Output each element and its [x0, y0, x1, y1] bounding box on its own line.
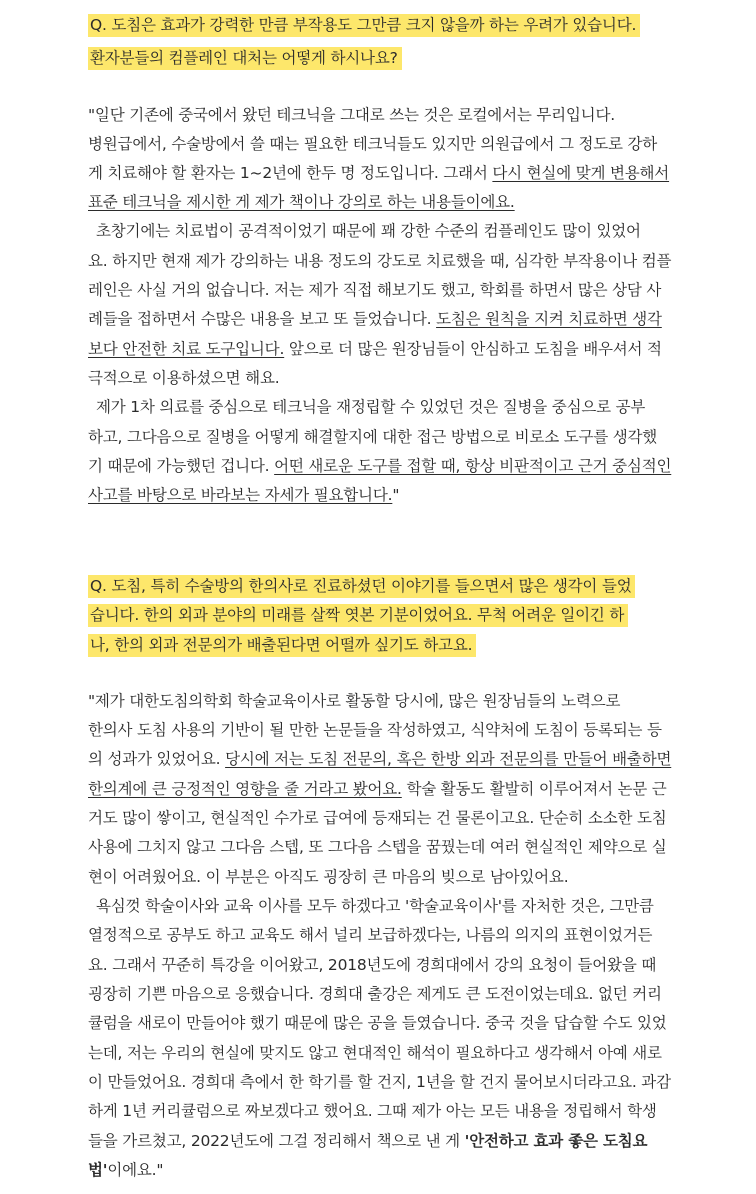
answer-2-line: 욕심껏 학술이사와 교육 이사를 모두 하겠다고 '학술교육이사'를 자처한 것은, 그만큼	[96, 897, 654, 915]
answer-2-line: 들을 가르쳤고, 2022년도에 그걸 정리해서 책으로 낸 게 '안전하고 효과 좋은 도침요	[88, 1132, 648, 1150]
question-2-line: 나, 한의 외과 전문의가 배출된다면 어떨까 싶기도 하고요.	[88, 634, 476, 656]
answer-2-line: 굉장히 기쁜 마음으로 응했습니다. 경희대 출강은 제게도 큰 도전이었는데요. 없던 커리	[88, 985, 662, 1003]
answer-1-line: 례들을 접하면서 수많은 내용을 보고 또 들었습니다. 도침은 원칙을 지켜 치료하면 생각	[88, 310, 662, 328]
answer-1-line: 레인은 사실 거의 없습니다. 저는 제가 직접 해보기도 했고, 학회를 하면서 많은 상담 사	[88, 281, 662, 299]
answer-1-line: 하고, 그다음으로 질병을 어떻게 해결할지에 대한 접근 방법으로 비로소 도구를 생각했	[88, 428, 658, 446]
answer-2-line: 한의사 도침 사용의 기반이 될 만한 논문들을 작성하였고, 식약처에 도침이 등록되는 등	[88, 721, 662, 739]
book-title-bold: '안전하고 효과 좋은 도침요	[464, 1132, 648, 1150]
book-title-bold: 법'	[88, 1161, 108, 1179]
question-1-line: 환자분들의 컴플레인 대처는 어떻게 하시나요?	[88, 47, 402, 69]
underlined-text: 도침은 원칙을 지켜 치료하면 생각	[436, 310, 662, 328]
underlined-text: 어떤 새로운 도구를 접할 때, 항상 비판적이고 근거 중심적인	[274, 457, 672, 475]
answer-2-line: 하게 1년 커리큘럼으로 짜보겠다고 했어요. 그때 제가 아는 모든 내용을 정립해서 학생	[88, 1102, 657, 1120]
question-1-line: Q. 도침은 효과가 강력한 만큼 부작용도 그만큼 크지 않을까 하는 우려가 있습니다.	[88, 14, 640, 36]
answer-1-line: 초창기에는 치료법이 공격적이었기 때문에 꽤 강한 수준의 컴플레인도 많이 있었어	[96, 222, 641, 240]
answer-1-line: 요. 하지만 현재 제가 강의하는 내용 정도의 강도로 치료했을 때, 심각한 부작용이나 컴플	[88, 252, 672, 270]
answer-1-line: 사고를 바탕으로 바라보는 자세가 필요합니다."	[88, 486, 400, 504]
answer-1-line: 극적으로 이용하셨으면 해요.	[88, 369, 280, 387]
answer-2-line: "제가 대한도침의학회 학술교육이사로 활동할 당시에, 많은 원장님들의 노력으로	[88, 692, 621, 710]
answer-1-line: 보다 안전한 치료 도구입니다. 앞으로 더 많은 원장님들이 안심하고 도침을 배우셔서 적	[88, 340, 662, 358]
answer-2-line: 한의계에 큰 긍정적인 영향을 줄 거라고 봤어요. 학술 활동도 활발히 이루어져서 논문 근	[88, 780, 667, 798]
answer-1-line: 기 때문에 가능했던 겁니다. 어떤 새로운 도구를 접할 때, 항상 비판적이고 근거 중심적인	[88, 457, 672, 475]
underlined-text: 당시에 저는 도침 전문의, 혹은 한방 외과 전문의를 만들어 배출하면	[225, 750, 672, 768]
underlined-text: 보다 안전한 치료 도구입니다.	[88, 340, 285, 358]
answer-1-line: 제가 1차 의료를 중심으로 테크닉을 재정립할 수 있었던 것은 질병을 중심으로 공부	[96, 398, 646, 416]
question-2-line: Q. 도침, 특히 수술방의 한의사로 진료하셨던 이야기를 들으면서 많은 생각이 들었	[88, 575, 635, 597]
answer-2-line: 법'이에요."	[88, 1161, 164, 1179]
answer-1-line: "일단 기존에 중국에서 왔던 테크닉을 그대로 쓰는 것은 로컬에서는 무리입니다.	[88, 106, 615, 124]
answer-2-line: 사용에 그치지 않고 그다음 스텝, 또 그다음 스텝을 꿈꿨는데 여러 현실적인 제약으로 실	[88, 838, 667, 856]
answer-2-line: 열정적으로 공부도 하고 교육도 해서 널리 보급하겠다는, 나름의 의지의 표현이었거든	[88, 926, 653, 944]
answer-2-line: 거도 많이 쌓이고, 현실적인 수가로 급여에 등재되는 건 물론이고요. 단순히 소소한 도침	[88, 809, 667, 827]
answer-2-line: 의 성과가 있었어요. 당시에 저는 도침 전문의, 혹은 한방 외과 전문의를 만들어 배출하면	[88, 750, 672, 768]
answer-1-line: 병원급에서, 수술방에서 쓸 때는 필요한 테크닉들도 있지만 의원급에서 그 정도로 강하	[88, 135, 658, 153]
underlined-text: 표준 테크닉을 제시한 게 제가 책이나 강의로 하는 내용들이에요.	[88, 193, 515, 211]
underlined-text: 다시 현실에 맞게 변용해서	[492, 164, 670, 182]
answer-1-line: 게 치료해야 할 환자는 1~2년에 한두 명 정도입니다. 그래서 다시 현실에 맞게 변용해서	[88, 164, 670, 182]
answer-2-line: 이 만들었어요. 경희대 측에서 한 학기를 할 건지, 1년을 할 건지 물어보시더라고요. 과감	[88, 1073, 671, 1091]
answer-2-line: 요. 그래서 꾸준히 특강을 이어왔고, 2018년도에 경희대에서 강의 요청이 들어왔을 때	[88, 956, 657, 974]
answer-2-line: 현이 어려웠어요. 이 부분은 아직도 굉장히 큰 마음의 빚으로 남아있어요.	[88, 868, 569, 886]
question-2-line: 습니다. 한의 외과 분야의 미래를 살짝 엿본 기분이었어요. 무척 어려운 일이긴 하	[88, 604, 628, 626]
underlined-text: 사고를 바탕으로 바라보는 자세가 필요합니다.	[88, 486, 393, 504]
answer-2-line: 는데, 저는 우리의 현실에 맞지도 않고 현대적인 해석이 필요하다고 생각해서 아예 새로	[88, 1044, 662, 1062]
underlined-text: 한의계에 큰 긍정적인 영향을 줄 거라고 봤어요.	[88, 780, 402, 798]
answer-2-line: 큘럼을 새로이 만들어야 했기 때문에 많은 공을 들였습니다. 중국 것을 답습할 수도 있었	[88, 1014, 667, 1032]
answer-1-line	[88, 191, 515, 213]
